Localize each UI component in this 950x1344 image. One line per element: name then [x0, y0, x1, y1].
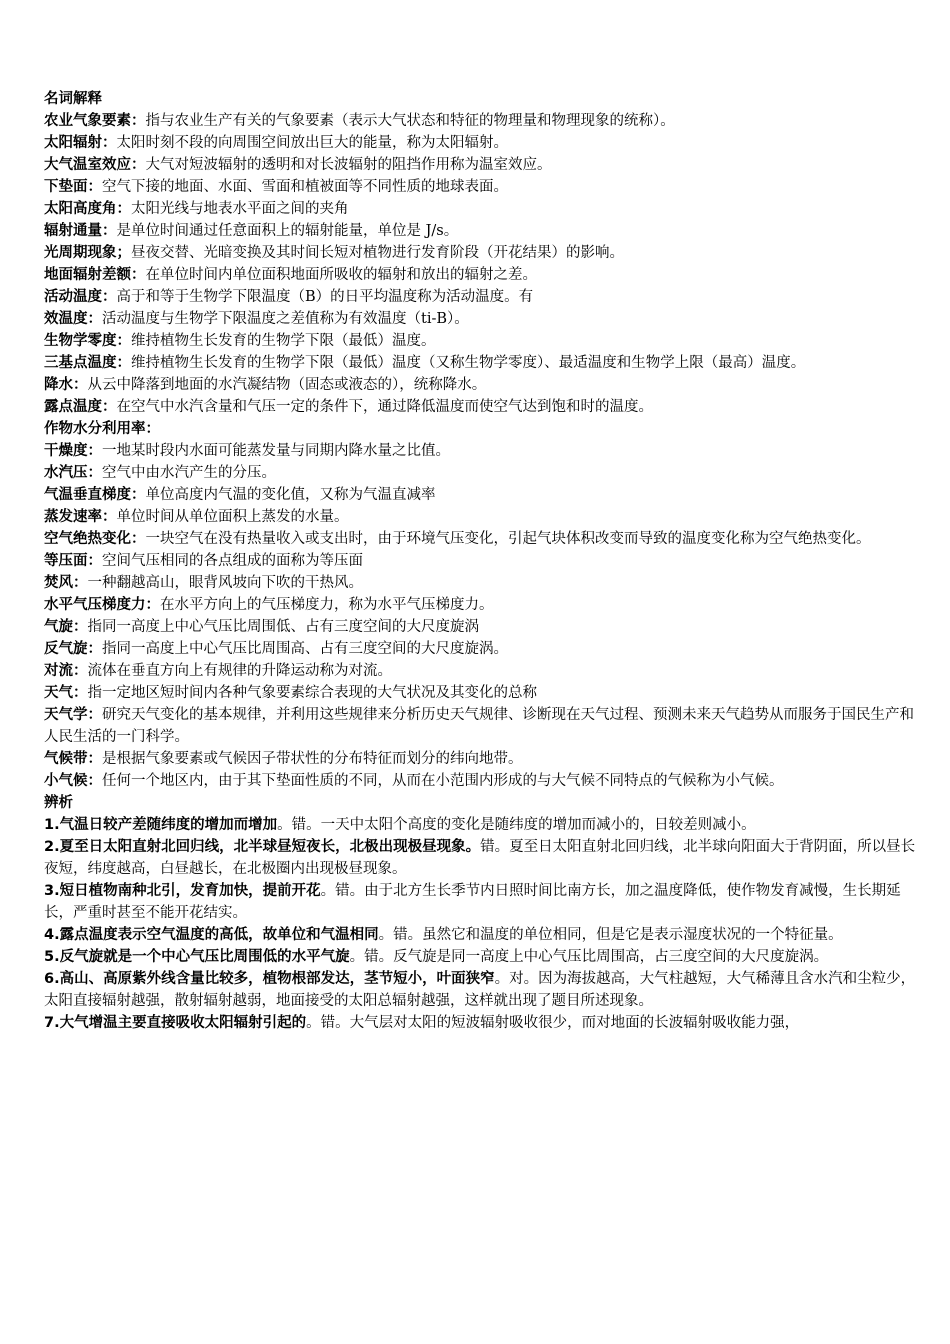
definition-entry: [44, 154, 924, 176]
definition-text: 任何一个地区内，由于其下垫面性质的不同，从而在小范围内形成的与大气候不同特点的气候称为小气候。: [102, 773, 784, 789]
definition-term: 农业气象要素：: [44, 113, 146, 129]
definitions-list: [44, 110, 924, 792]
definition-entry: [44, 110, 924, 132]
definition-term: 活动温度：: [44, 289, 117, 305]
definition-entry: [44, 308, 924, 330]
definition-text: 指同一高度上中心气压比周围高、占有三度空间的大尺度旋涡。: [102, 641, 508, 657]
section-title-definitions: 名词解释: [44, 91, 102, 107]
definition-entry: [44, 396, 924, 418]
analysis-item: [44, 836, 924, 880]
definition-entry: [44, 572, 924, 594]
definition-term: 气温垂直梯度：: [44, 487, 146, 503]
definition-entry: [44, 704, 924, 748]
definition-entry: [44, 176, 924, 198]
analysis-item: [44, 968, 924, 1012]
definition-term: 等压面：: [44, 553, 102, 569]
definition-term: 大气温室效应：: [44, 157, 146, 173]
definition-text: 在空气中水汽含量和气压一定的条件下，通过降低温度而使空气达到饱和时的温度。: [116, 399, 653, 415]
definition-entry: [44, 616, 924, 638]
analysis-item: [44, 924, 924, 946]
analysis-item: [44, 814, 924, 836]
definition-term: 生物学零度：: [44, 333, 131, 349]
definition-text: 流体在垂直方向上有规律的升降运动称为对流。: [87, 663, 392, 679]
analysis-item: [44, 946, 924, 968]
definition-text: 指一定地区短时间内各种气象要素综合表现的大气状况及其变化的总称: [87, 685, 537, 701]
definition-term: 对流：: [44, 663, 88, 679]
definition-term: 太阳辐射：: [44, 135, 117, 151]
definition-entry: [44, 594, 924, 616]
definition-entry: [44, 748, 924, 770]
analysis-statement: 2.夏至日太阳直射北回归线，北半球昼短夜长，北极出现极昼现象。: [44, 839, 481, 855]
definition-text: 太阳时刻不段的向周围空间放出巨大的能量，称为太阳辐射。: [116, 135, 508, 151]
definition-text: 太阳光线与地表水平面之间的夹角: [131, 201, 349, 217]
definition-text: 单位时间从单位面积上蒸发的水量。: [116, 509, 349, 525]
definition-text: 在水平方向上的气压梯度力，称为水平气压梯度力。: [160, 597, 494, 613]
definition-term: 下垫面：: [44, 179, 102, 195]
definition-term: 反气旋：: [44, 641, 102, 657]
analysis-statement: 1.气温日较产差随纬度的增加而增加: [44, 817, 278, 833]
analysis-list: [44, 814, 924, 1034]
definition-term: 太阳高度角：: [44, 201, 131, 217]
definition-term: 气候带：: [44, 751, 102, 767]
definition-text: 高于和等于生物学下限温度（B）的日平均温度称为活动温度。有: [116, 289, 534, 305]
analysis-answer: 。对。因为海拔越高，大气柱越短，大气稀薄且含水汽和尘粒少，太阳直接辐射越强，散射辐射越弱，地面接受的太阳总辐射越强，这样就出现了题目所述现象。: [44, 971, 916, 1009]
analysis-statement: 7.大气增温主要直接吸收太阳辐射引起的: [44, 1015, 307, 1031]
definition-entry: [44, 506, 924, 528]
definition-entry: [44, 198, 924, 220]
definition-text: 空间气压相同的各点组成的面称为等压面: [102, 553, 363, 569]
definition-term: 降水：: [44, 377, 88, 393]
analysis-answer: 。错。虽然它和温度的单位相同，但是它是表示湿度状况的一个特征量。: [378, 927, 843, 943]
definition-text: 维持植物生长发育的生物学下限（最低）温度（又称生物学零度）、最适温度和生物学上限（最高）温度。: [131, 355, 806, 371]
definition-term: 光周期现象；: [44, 245, 131, 261]
definition-text: 一地某时段内水面可能蒸发量与同期内降水量之比值。: [102, 443, 450, 459]
definition-entry: [44, 220, 924, 242]
definition-term: 水平气压梯度力：: [44, 597, 160, 613]
definition-term: 天气：: [44, 685, 88, 701]
document-page: [44, 88, 924, 1034]
analysis-item: [44, 880, 924, 924]
definition-term: 焚风：: [44, 575, 88, 591]
definition-entry: [44, 418, 924, 440]
definition-text: 研究天气变化的基本规律，并利用这些规律来分析历史天气规律、诊断现在天气过程、预测未来天气趋势从而服务于国民生产和人民生活的一门科学。: [44, 707, 914, 745]
definition-entry: [44, 484, 924, 506]
definition-entry: [44, 638, 924, 660]
definition-text: 在单位时间内单位面积地面所吸收的辐射和放出的辐射之差。: [145, 267, 537, 283]
definition-text: 指与农业生产有关的气象要素（表示大气状态和特征的物理量和物理现象的统称）。: [145, 113, 675, 129]
definition-term: 空气绝热变化：: [44, 531, 146, 547]
definition-text: 一种翻越高山，眼背风坡向下吹的干热风。: [87, 575, 363, 591]
definition-entry: [44, 352, 924, 374]
analysis-statement: 3.短日植物南种北引，发育加快，提前开花: [44, 883, 321, 899]
definition-entry: [44, 440, 924, 462]
definition-text: 指同一高度上中心气压比周围低、占有三度空间的大尺度旋涡: [87, 619, 479, 635]
definition-entry: [44, 374, 924, 396]
analysis-answer: 错。夏至日太阳直射北回归线，北半球向阳面大于背阴面，所以昼长夜短，纬度越高，白昼越长，在北极圈内出现极昼现象。: [44, 839, 916, 877]
definition-entry: [44, 770, 924, 792]
definition-entry: [44, 330, 924, 352]
definition-term: 地面辐射差额：: [44, 267, 146, 283]
definition-term: 作物水分利用率：: [44, 421, 160, 437]
definition-text: 空气下接的地面、水面、雪面和植被面等不同性质的地球表面。: [102, 179, 508, 195]
analysis-statement: 6.高山、高原紫外线含量比较多，植物根部发达，茎节短小，叶面狭窄: [44, 971, 495, 987]
definition-entry: [44, 286, 924, 308]
definition-text: 昼夜交替、光暗变换及其时间长短对植物进行发育阶段（开花结果）的影响。: [131, 245, 624, 261]
definition-text: 活动温度与生物学下限温度之差值称为有效温度（ti-B）。: [102, 311, 469, 327]
definition-entry: [44, 682, 924, 704]
definition-entry: [44, 264, 924, 286]
analysis-answer: 。错。一天中太阳个高度的变化是随纬度的增加而减小的，日较差则减小。: [277, 817, 756, 833]
definition-term: 小气候：: [44, 773, 102, 789]
definition-text: 单位高度内气温的变化值，又称为气温直减率: [145, 487, 436, 503]
definition-entry: [44, 132, 924, 154]
definition-term: 气旋：: [44, 619, 88, 635]
definition-text: 是单位时间通过任意面积上的辐射能量，单位是 J/s。: [116, 223, 459, 239]
definition-term: 露点温度：: [44, 399, 117, 415]
definition-term: 干燥度：: [44, 443, 102, 459]
definition-text: 空气中由水汽产生的分压。: [102, 465, 276, 481]
definition-text: 维持植物生长发育的生物学下限（最低）温度。: [131, 333, 436, 349]
analysis-answer: 。错。大气层对太阳的短波辐射吸收很少，而对地面的长波辐射吸收能力强，: [306, 1015, 800, 1031]
definition-term: 水汽压：: [44, 465, 102, 481]
definition-entry: [44, 660, 924, 682]
definition-entry: [44, 242, 924, 264]
definition-text: 一块空气在没有热量收入或支出时，由于环境气压变化，引起气块体积改变而导致的温度变化称为空气绝热变化。: [145, 531, 871, 547]
analysis-statement: 5.反气旋就是一个中心气压比周围低的水平气旋: [44, 949, 350, 965]
definition-entry: [44, 550, 924, 572]
definition-term: 辐射通量：: [44, 223, 117, 239]
definition-term: 蒸发速率：: [44, 509, 117, 525]
definition-term: 三基点温度：: [44, 355, 131, 371]
definition-text: 从云中降落到地面的水汽凝结物（固态或液态的），统称降水。: [87, 377, 487, 393]
section-title-analysis: 辨析: [44, 795, 73, 811]
definition-entry: [44, 462, 924, 484]
definition-term: 天气学：: [44, 707, 102, 723]
analysis-statement: 4.露点温度表示空气温度的高低，故单位和气温相同: [44, 927, 379, 943]
definition-term: 效温度：: [44, 311, 102, 327]
analysis-answer: 。错。反气旋是同一高度上中心气压比周围高，占三度空间的大尺度旋涡。: [349, 949, 829, 965]
definition-entry: [44, 528, 924, 550]
analysis-item: [44, 1012, 924, 1034]
definition-text: 是根据气象要素或气候因子带状性的分布特征而划分的纬向地带。: [102, 751, 523, 767]
definition-text: 大气对短波辐射的透明和对长波辐射的阻挡作用称为温室效应。: [145, 157, 552, 173]
analysis-answer: 。错。由于北方生长季节内日照时间比南方长，加之温度降低，使作物发育减慢，生长期延长，严重时甚至不能开花结实。: [44, 883, 901, 921]
